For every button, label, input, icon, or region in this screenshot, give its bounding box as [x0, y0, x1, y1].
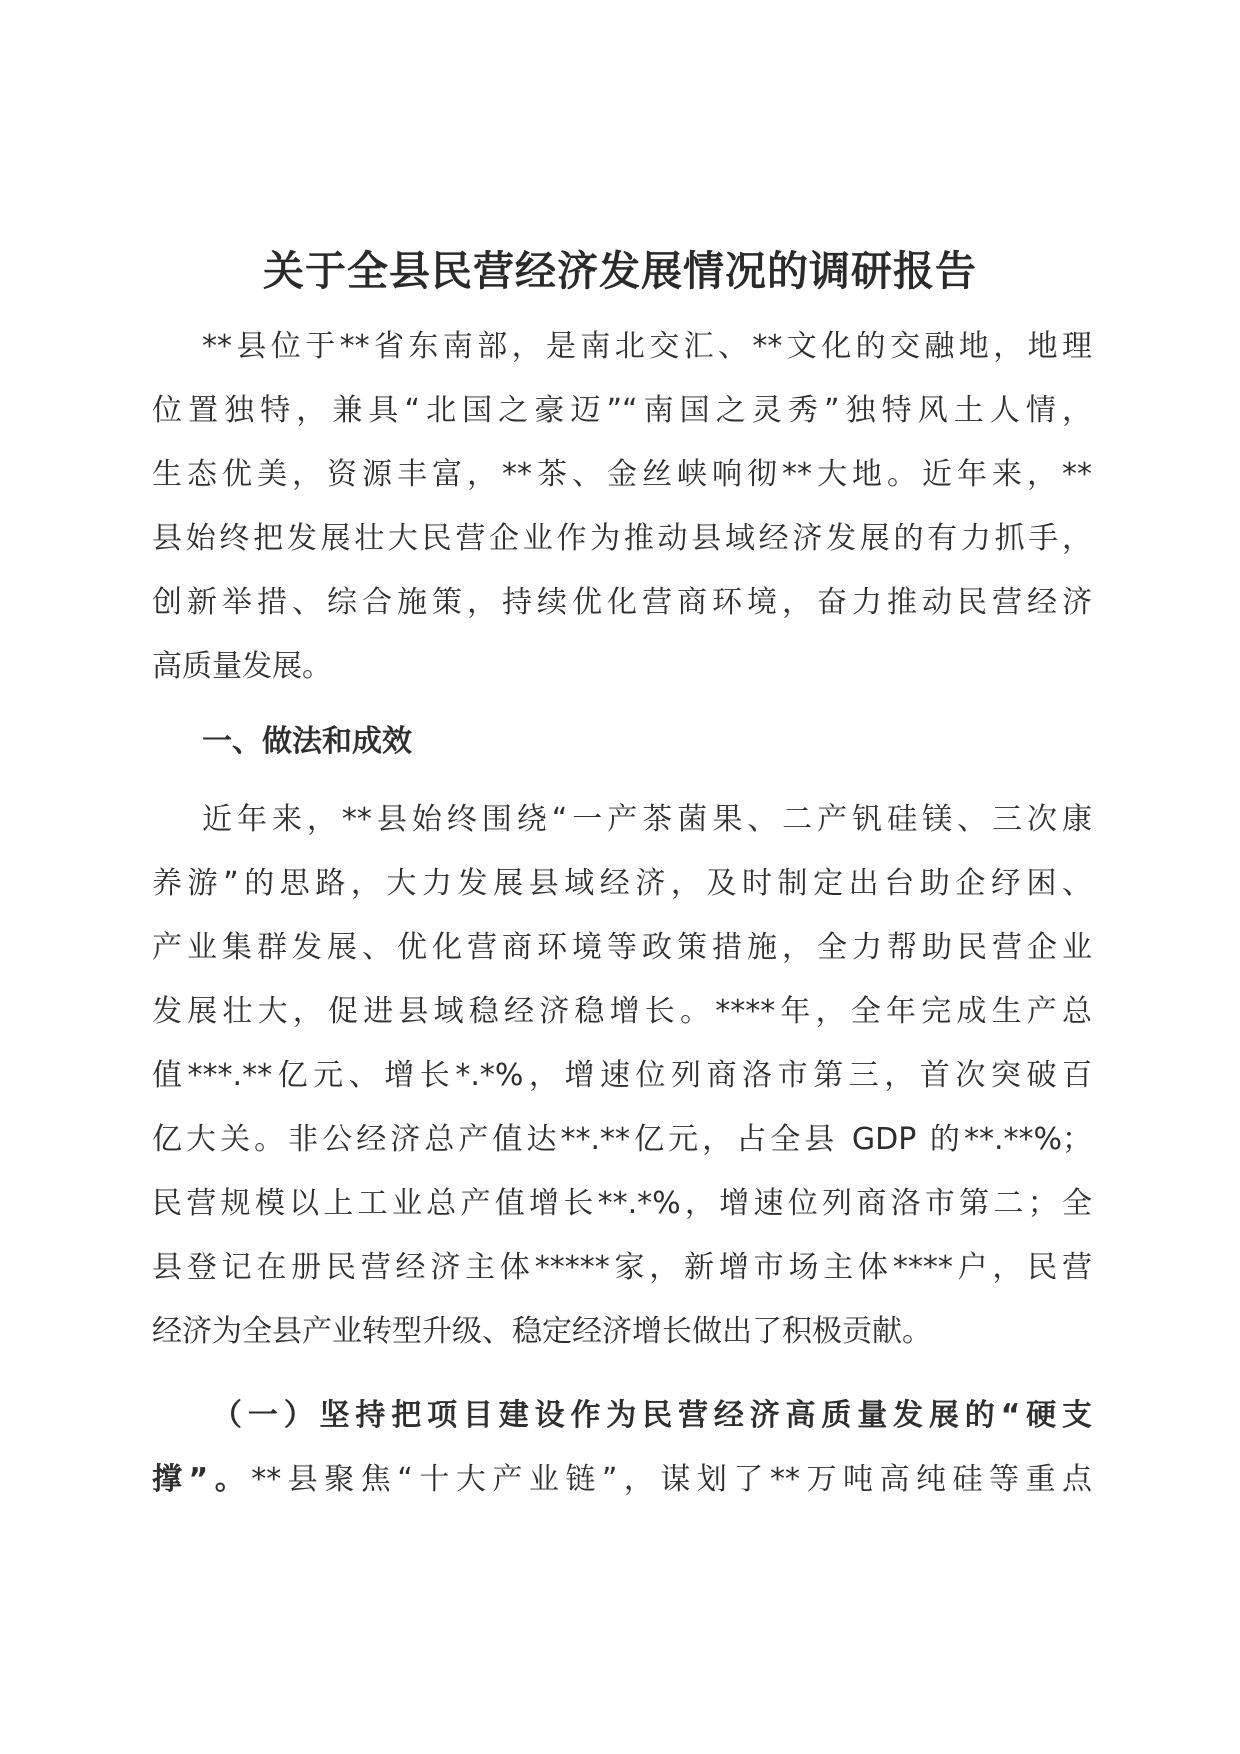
intro-paragraph-line: **县位于**省东南部，是南北交汇、**文化的交融地，地理	[202, 329, 1092, 364]
section-heading: 一、做法和成效	[202, 724, 412, 759]
section-paragraph-line: 值***.**亿元、增长*.*%，增速位列商洛市第三，首次突破百	[152, 1058, 1092, 1093]
intro-paragraph-line: 生态优美，资源丰富，**茶、金丝峡响彻**大地。近年来，**	[152, 457, 1092, 492]
subsection-text: **县聚焦“十大产业链”，谋划了**万吨高纯硅等重点	[251, 1462, 1092, 1497]
subsection-heading-end: 撑”。	[152, 1462, 252, 1497]
section-paragraph-line: 养游”的思路，大力发展县域经济，及时制定出台助企纾困、	[152, 866, 1092, 901]
section-paragraph-line: 县登记在册民营经济主体*****家，新增市场主体****户，民营	[152, 1250, 1092, 1285]
intro-paragraph-line: 创新举措、综合施策，持续优化营商环境，奋力推动民营经济	[152, 585, 1092, 620]
intro-paragraph-line: 县始终把发展壮大民营企业作为推动县域经济发展的有力抓手，	[152, 521, 1092, 556]
subsection-paragraph-line	[152, 1458, 1092, 1502]
section-paragraph-line: 产业集群发展、优化营商环境等政策措施，全力帮助民营企业	[152, 930, 1092, 965]
subsection-heading: （一）坚持把项目建设作为民营经济高质量发展的“硬支	[212, 1398, 1092, 1433]
intro-paragraph-line: 高质量发展。	[152, 649, 332, 684]
section-paragraph-line: 民营规模以上工业总产值增长**.*%，增速位列商洛市第二；全	[152, 1186, 1092, 1221]
intro-paragraph-line: 位置独特，兼具“北国之豪迈”“南国之灵秀”独特风土人情，	[152, 393, 1092, 428]
section-paragraph-line: 亿大关。非公经济总产值达**.**亿元，占全县 GDP 的**.**%；	[152, 1122, 1092, 1157]
section-paragraph-line: 发展壮大，促进县域稳经济稳增长。****年，全年完成生产总	[152, 994, 1092, 1029]
section-paragraph-line: 近年来，**县始终围绕“一产茶菌果、二产钒硅镁、三次康	[202, 802, 1092, 837]
page-title: 关于全县民营经济发展情况的调研报告	[263, 247, 977, 295]
section-paragraph-line: 经济为全县产业转型升级、稳定经济增长做出了积极贡献。	[152, 1314, 932, 1349]
